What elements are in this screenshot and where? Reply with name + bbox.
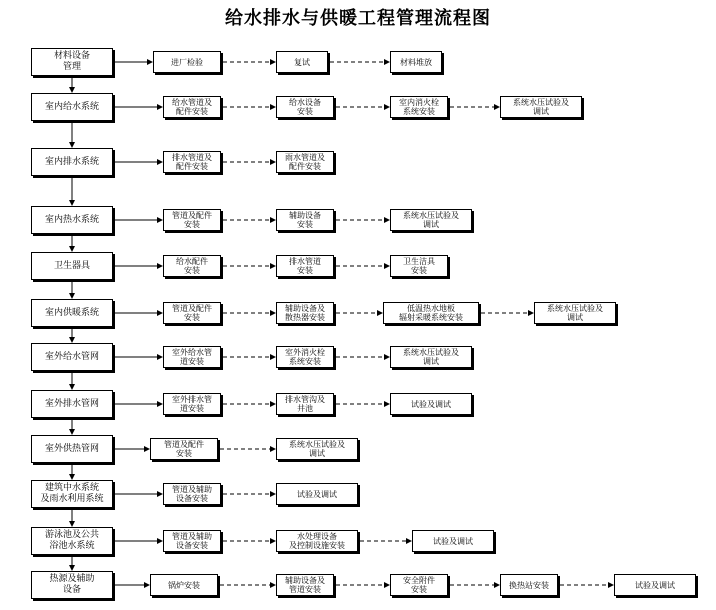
process-main-box: 游泳池及公共 浴池水系统 [31, 527, 113, 555]
process-step-box: 复试 [276, 51, 328, 73]
process-step-box: 系统水压试验及 调试 [534, 302, 616, 324]
process-step-box: 系统水压试验及 调试 [500, 96, 582, 118]
process-main-box: 材料设备 管理 [31, 48, 113, 76]
process-step-box: 低温热水地板 辐射采暖系统安装 [383, 302, 479, 324]
process-step-box: 辅助设备及 散热器安装 [276, 302, 334, 324]
process-main-box: 建筑中水系统 及雨水利用系统 [31, 480, 113, 508]
process-step-box: 雨水管道及 配件安装 [276, 151, 334, 173]
process-step-box: 室内消火栓 系统安装 [390, 96, 448, 118]
process-main-box: 室内热水系统 [31, 206, 113, 234]
process-step-box: 试验及调试 [412, 530, 494, 552]
process-main-box: 热源及辅助 设备 [31, 571, 113, 599]
process-step-box: 给水配件 安装 [163, 255, 221, 277]
process-step-box: 安全附件 安装 [390, 574, 448, 596]
process-step-box: 室外给水管 道安装 [163, 346, 221, 368]
process-main-box: 室内给水系统 [31, 93, 113, 121]
process-step-box: 锅炉安装 [150, 574, 218, 596]
process-step-box: 卫生洁具 安装 [390, 255, 448, 277]
process-step-box: 系统水压试验及 调试 [390, 346, 472, 368]
process-step-box: 室外排水管 道安装 [163, 393, 221, 415]
process-step-box: 给水设备 安装 [276, 96, 334, 118]
process-step-box: 换热站安装 [500, 574, 558, 596]
process-step-box: 进厂检验 [153, 51, 221, 73]
process-step-box: 系统水压试验及 调试 [276, 438, 358, 460]
process-main-box: 卫生器具 [31, 252, 113, 280]
process-step-box: 管道及配件 安装 [163, 302, 221, 324]
process-step-box: 系统水压试验及 调试 [390, 209, 472, 231]
process-step-box: 材料堆放 [390, 51, 442, 73]
process-step-box: 管道及辅助 设备安装 [163, 530, 221, 552]
process-step-box: 试验及调试 [276, 483, 358, 505]
process-step-box: 排水管道 安装 [276, 255, 334, 277]
process-main-box: 室内排水系统 [31, 148, 113, 176]
process-step-box: 管道及辅助 设备安装 [163, 483, 221, 505]
process-step-box: 水处理设备 及控制设施安装 [276, 530, 358, 552]
process-main-box: 室内供暖系统 [31, 299, 113, 327]
process-step-box: 管道及配件 安装 [163, 209, 221, 231]
process-step-box: 室外消火栓 系统安装 [276, 346, 334, 368]
process-main-box: 室外给水管网 [31, 343, 113, 371]
process-step-box: 排水管道及 配件安装 [163, 151, 221, 173]
process-step-box: 给水管道及 配件安装 [163, 96, 221, 118]
process-step-box: 试验及调试 [614, 574, 696, 596]
process-step-box: 排水管沟及 井池 [276, 393, 334, 415]
process-main-box: 室外排水管网 [31, 390, 113, 418]
diagram-title: 给水排水与供暖工程管理流程图 [225, 8, 491, 29]
process-step-box: 管道及配件 安装 [150, 438, 218, 460]
process-main-box: 室外供热管网 [31, 435, 113, 463]
process-step-box: 辅助设备及 管道安装 [276, 574, 334, 596]
process-step-box: 试验及调试 [390, 393, 472, 415]
process-step-box: 辅助设备 安装 [276, 209, 334, 231]
